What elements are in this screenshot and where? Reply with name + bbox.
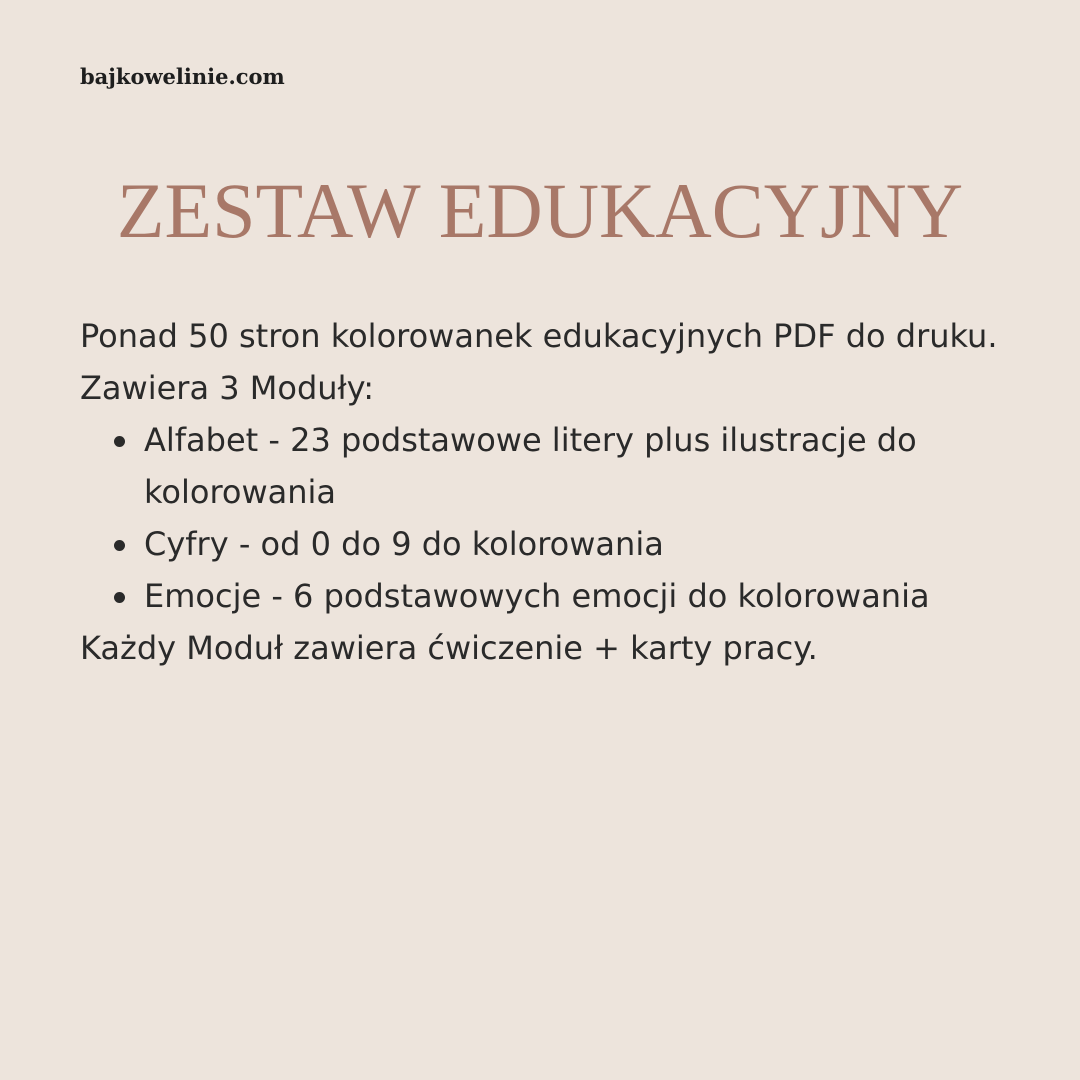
module-cyfry: Cyfry - od 0 do 9 do kolorowania	[144, 525, 664, 563]
modules-list	[80, 414, 1000, 622]
list-item	[80, 414, 1000, 518]
bullet-icon	[114, 436, 125, 447]
bullet-icon	[114, 540, 125, 551]
list-item	[80, 518, 1000, 570]
description-block	[80, 310, 1000, 674]
module-emocje: Emocje - 6 podstawowych emocji do kolorowania	[144, 577, 930, 615]
intro-text: Ponad 50 stron kolorowanek edukacyjnych PDF do druku.	[80, 317, 998, 355]
page-title: ZESTAW EDUKACYJNY	[116, 167, 964, 254]
footer-text: Każdy Moduł zawiera ćwiczenie + karty pracy.	[80, 629, 818, 667]
bullet-icon	[114, 592, 125, 603]
modules-heading: Zawiera 3 Moduły:	[80, 369, 375, 407]
module-alfabet: Alfabet - 23 podstawowe litery plus ilustracje do kolorowania	[144, 421, 917, 511]
list-item	[80, 570, 1000, 622]
site-url: bajkowelinie.com	[80, 64, 285, 89]
